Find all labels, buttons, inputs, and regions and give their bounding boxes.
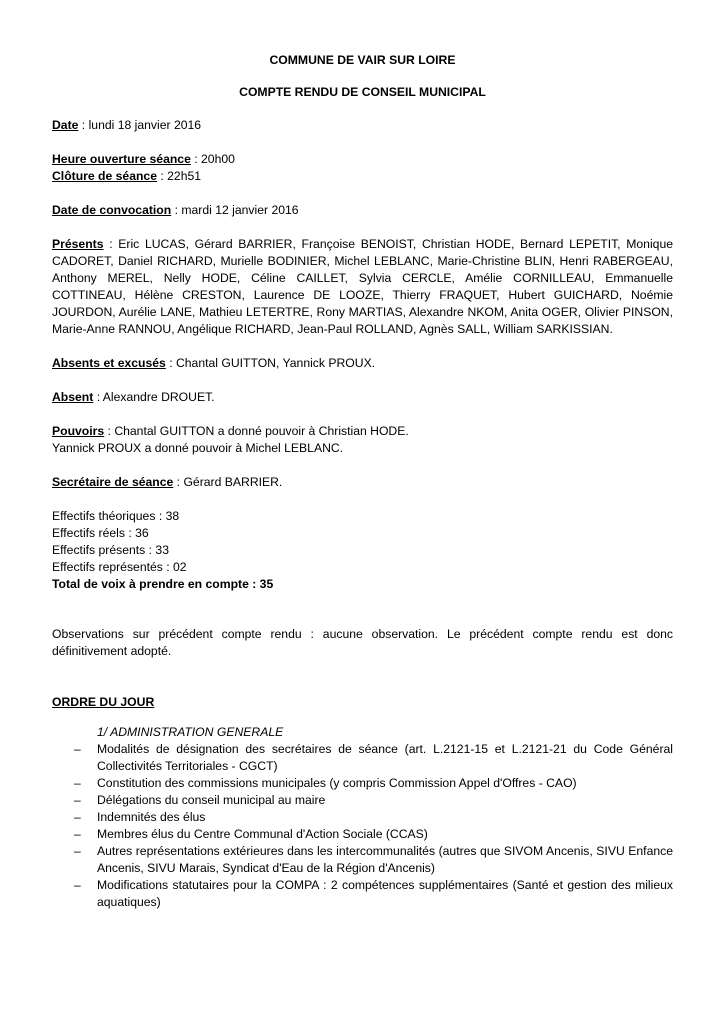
date-label: Date — [52, 118, 79, 132]
agenda-item-text: Modalités de désignation des secrétaires de séance (art. L.2121-15 et L.2121-21 du Code Général Collectivités Territoriales - CGCT) — [97, 742, 673, 773]
count-present: Effectifs présents : 33 — [52, 543, 169, 557]
absent-members — [52, 389, 673, 406]
count-theoretical: Effectifs théoriques : 38 — [52, 509, 180, 523]
agenda-item — [52, 809, 673, 826]
bullet-dash: – — [74, 793, 81, 807]
meeting-date — [52, 117, 673, 134]
agenda-title: ORDRE DU JOUR — [52, 695, 155, 709]
convocation-date — [52, 202, 673, 219]
excused-value: : Chantal GUITTON, Yannick PROUX. — [165, 356, 376, 370]
proxies-label: Pouvoirs — [52, 424, 105, 438]
agenda-item-text: Délégations du conseil municipal au maire — [97, 793, 326, 807]
present-members — [52, 236, 673, 338]
agenda-item-text: Constitution des commissions municipales (y compris Commission Appel d'Offres - CAO) — [97, 776, 577, 790]
commune-heading: COMMUNE DE VAIR SUR LOIRE — [269, 53, 456, 67]
count-real: Effectifs réels : 36 — [52, 526, 149, 540]
secretary-label: Secrétaire de séance — [52, 475, 174, 489]
session-secretary — [52, 474, 673, 491]
agenda-item-text: Modifications statutaires pour la COMPA : 2 compétences supplémentaires (Santé et gestion des milieux aquatiques) — [97, 878, 673, 909]
closing-time — [52, 168, 673, 185]
agenda-item — [52, 843, 673, 877]
observations: Observations sur précédent compte rendu : aucune observation. Le précédent compte rendu est donc définitivement adopté. — [52, 627, 673, 658]
closing-value: : 22h51 — [157, 169, 202, 183]
counts-block — [52, 508, 673, 593]
proxies — [52, 423, 673, 440]
agenda-item — [52, 792, 673, 809]
agenda-item — [52, 826, 673, 843]
bullet-dash: – — [74, 810, 81, 824]
bullet-dash: – — [74, 878, 81, 892]
present-label: Présents — [52, 237, 104, 251]
excused-members — [52, 355, 673, 372]
absent-label: Absent — [52, 390, 94, 404]
convocation-value: : mardi 12 janvier 2016 — [171, 203, 299, 217]
count-total-votes: Total de voix à prendre en compte : 35 — [52, 577, 274, 591]
bullet-dash: – — [74, 776, 81, 790]
absent-value: : Alexandre DROUET. — [93, 390, 215, 404]
agenda-item — [52, 775, 673, 792]
document-title: COMPTE RENDU DE CONSEIL MUNICIPAL — [239, 85, 486, 99]
agenda-item-text: Autres représentations extérieures dans les intercommunalités (autres que SIVOM Ancenis, SIVU Enfance Ancenis, SIVU Marais, Syndicat d'Eau de la Région d'Ancenis) — [97, 844, 673, 875]
convocation-label: Date de convocation — [52, 203, 172, 217]
agenda-item-text: Indemnités des élus — [97, 810, 206, 824]
agenda-item-text: Membres élus du Centre Communal d'Action Sociale (CCAS) — [97, 827, 428, 841]
document-page — [52, 52, 673, 911]
bullet-dash: – — [74, 827, 81, 841]
bullet-dash: – — [74, 844, 81, 858]
proxy-2: Yannick PROUX a donné pouvoir à Michel LEBLANC. — [52, 441, 344, 455]
bullet-dash: – — [74, 742, 81, 756]
secretary-value: : Gérard BARRIER. — [173, 475, 283, 489]
agenda-item — [52, 877, 673, 911]
opening-time — [52, 151, 673, 168]
opening-value: : 20h00 — [190, 152, 235, 166]
present-list: : Eric LUCAS, Gérard BARRIER, Françoise BENOIST, Christian HODE, Bernard LEPETIT, Monique CADORET, Daniel RICHARD, Murielle BODINIER, Michel LEBLANC, Marie-Christine BLIN, Henri RABERGEAU, Anthony MEREL, Nelly HODE, Céline CAILLET, Sylvia CERCLE, Amélie CORNILLEAU, Emmanuelle COTTINEAU, Hélène CRESTON, Laurence DE LOOZE, Thierry FRAQUET, Hubert GUICHARD, Noémie JOURDON, Aurélie LANE, Mathieu LETERTRE, Rony MARTIAS, Alexandre NKOM, Anita OGER, Olivier PINSON, Marie-Anne RANNOU, Angélique RICHARD, Jean-Paul ROLLAND, Agnès SALL, William SARKISSIAN. — [52, 237, 673, 336]
opening-label: Heure ouverture séance — [52, 152, 191, 166]
closing-label: Clôture de séance — [52, 169, 157, 183]
agenda-list — [52, 741, 673, 911]
proxy-1: : Chantal GUITTON a donné pouvoir à Christian HODE. — [104, 424, 409, 438]
count-represented: Effectifs représentés : 02 — [52, 560, 187, 574]
agenda-section-title: 1/ ADMINISTRATION GENERALE — [97, 725, 284, 739]
excused-label: Absents et excusés — [52, 356, 166, 370]
agenda-item — [52, 741, 673, 775]
date-value: : lundi 18 janvier 2016 — [78, 118, 202, 132]
